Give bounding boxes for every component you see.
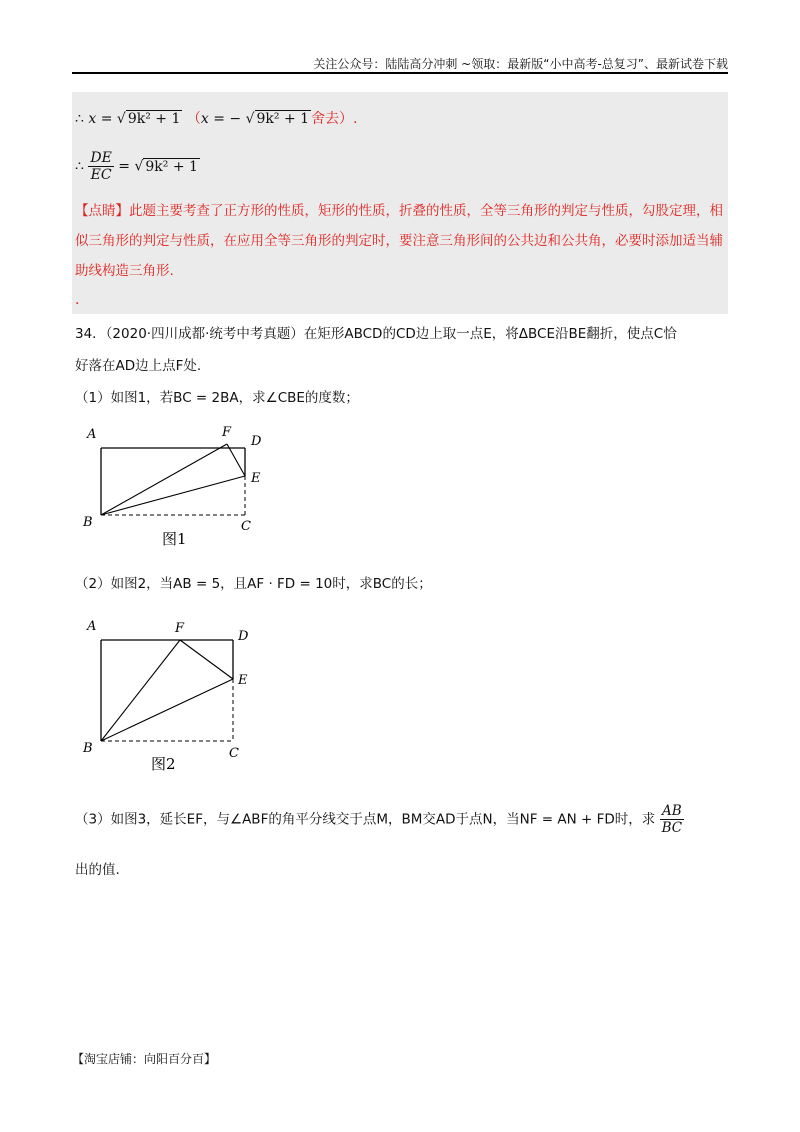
fraction-denominator: EC: [90, 167, 112, 183]
question-part-3-line-2: 出的值.: [75, 862, 120, 878]
figure-1: [75, 420, 295, 550]
fraction-de-ec: [88, 150, 113, 183]
part3-numerator: AB: [660, 803, 685, 820]
therefore-symbol: ∴: [75, 111, 84, 127]
var-x: x: [88, 111, 97, 127]
sqrt-expression-2: 9k² + 1: [145, 158, 198, 175]
alt-var-x: x: [200, 111, 209, 127]
question-stem-line-1: 34．（2020·四川成都·统考中考真题）在矩形ABCD的CD边上取一点E，将ΔBCE沿BE翻折，使点C恰: [75, 326, 677, 342]
therefore-symbol-2: ∴: [75, 158, 84, 175]
equals: =: [100, 111, 113, 127]
question-part-3-line-1: [75, 803, 684, 836]
fig2-label-f: F: [175, 621, 185, 636]
alt-equals: = −: [213, 111, 242, 127]
fig1-label-f: F: [222, 425, 232, 440]
equals-2: =: [118, 158, 131, 175]
fig1-label-a: A: [87, 427, 97, 442]
fig2-label-e: E: [238, 673, 248, 688]
fraction-ab-bc: [660, 803, 685, 836]
solution-line-1: ∴ x = √ 9k² + 1 （x = − √ 9k² + 1 舍去）.: [75, 111, 358, 127]
fig1-label-d: D: [251, 434, 262, 449]
page-footer: 【淘宝店铺：向阳百分百】: [72, 1052, 217, 1066]
question-part-1: （1）如图1，若BC = 2BA，求∠CBE的度数；: [75, 390, 359, 406]
sqrt-expression: 9k² + 1: [127, 111, 181, 127]
part3-text: （3）如图3，延长EF，与∠ABF的角平分线交于点M，BM交AD于点N，当NF = AN + FD时，求: [75, 811, 656, 828]
fraction-numerator: DE: [90, 150, 112, 166]
fig2-caption: 图2: [151, 755, 176, 773]
paren-open: （: [186, 111, 201, 127]
question-part-2: （2）如图2，当AB = 5，且AF · FD = 10时，求BC的长；: [75, 576, 432, 592]
comment-dot: .: [75, 292, 80, 308]
figure-2: [75, 610, 295, 775]
header-rule: [72, 72, 728, 74]
discard-note: 舍去）.: [311, 111, 358, 127]
fig1-label-e: E: [251, 471, 261, 486]
part3-denominator: BC: [661, 820, 683, 836]
fig2-label-c: C: [229, 746, 239, 761]
fig1-label-b: B: [83, 515, 93, 530]
fig2-label-b: B: [83, 741, 93, 756]
fig1-label-c: C: [241, 519, 251, 534]
page-header: 关注公众号：陆陆高分冲刺 ~领取：最新版“小中高考-总复习”、最新试卷下载: [313, 57, 728, 71]
question-stem-line-2: 好落在AD边上点F处.: [75, 358, 202, 374]
alt-sqrt-expression: 9k² + 1: [256, 111, 310, 127]
comment-note: 【点睛】此题主要考查了正方形的性质，矩形的性质，折叠的性质，全等三角形的判定与性质，勾股定理，相似三角形的判定与性质，在应用全等三角形的判定时，要注意三角形间的公共边和公共角，必要时添加适当辅助线构造三角形.: [75, 203, 723, 279]
fig2-label-d: D: [238, 629, 249, 644]
solution-line-2: ∴ $\frac{DE}{EC}$ = √ 9k² + 1: [75, 150, 198, 183]
fig1-caption: 图1: [162, 530, 187, 548]
fig2-label-a: A: [87, 619, 97, 634]
